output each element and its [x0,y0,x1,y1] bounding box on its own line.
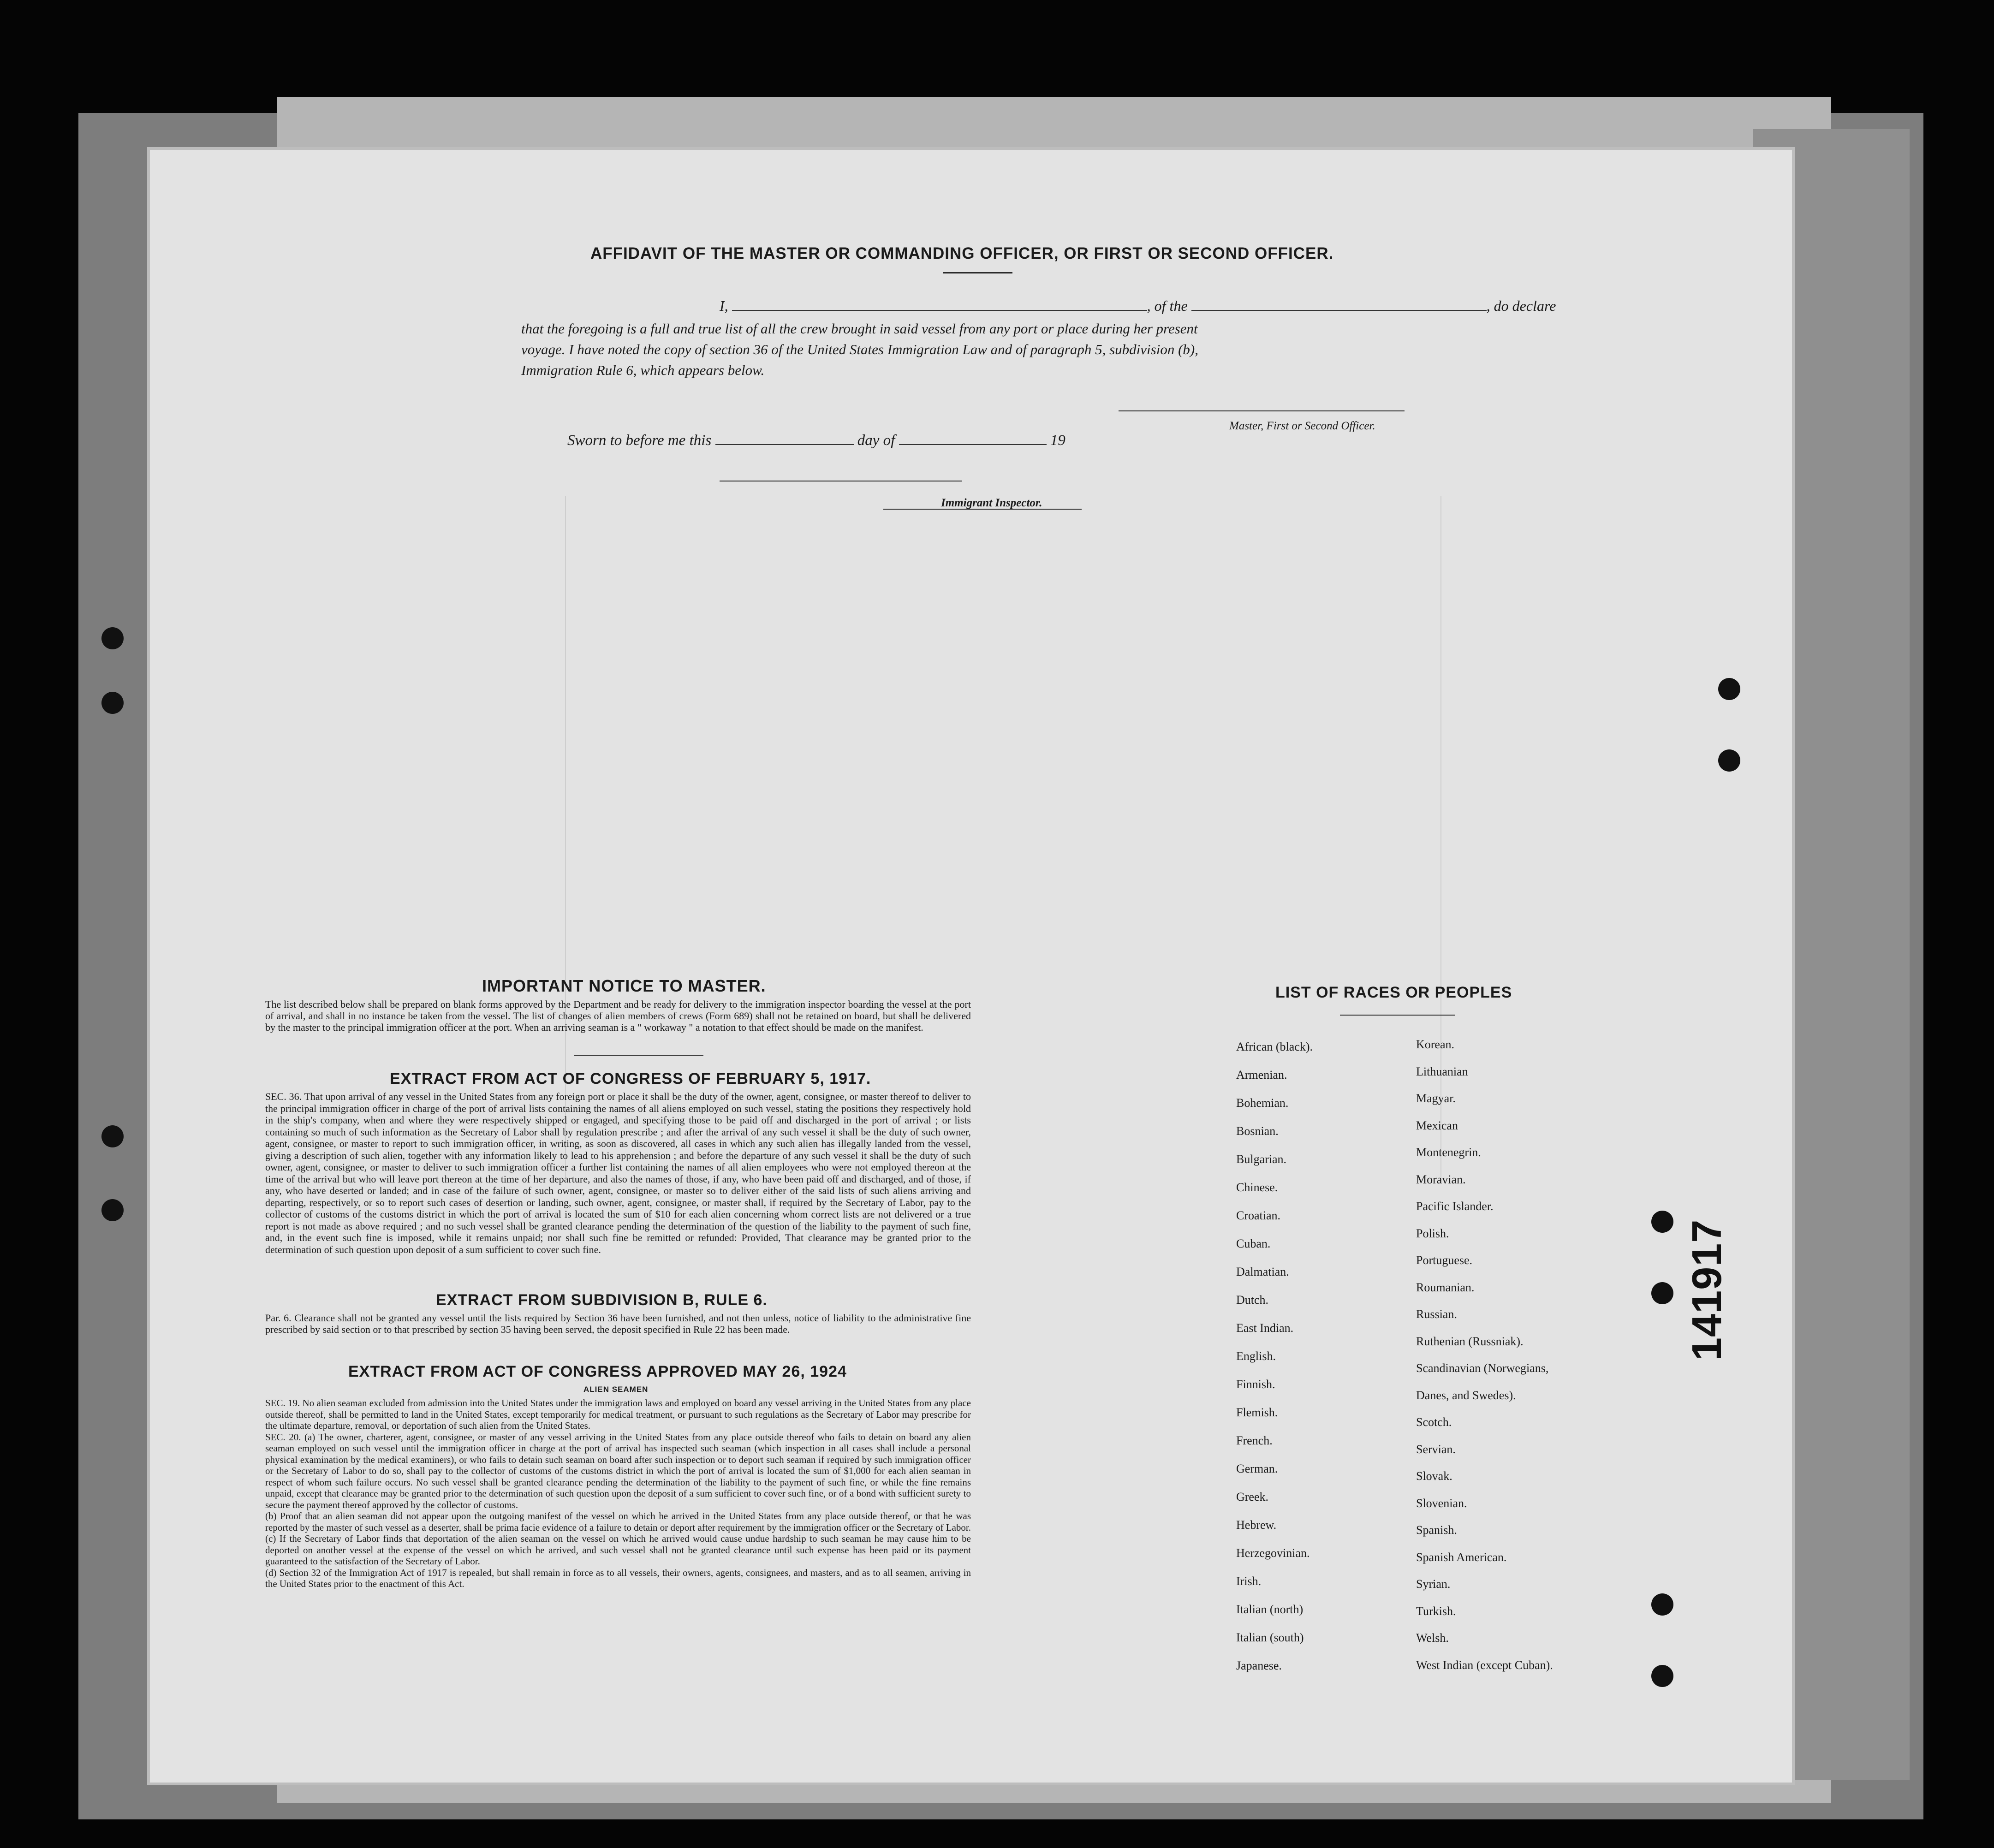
extract-1924-p3: (b) Proof that an alien seaman did not appear upon the outgoing manifest of the vessel on which he arrived in the United States from any place outside thereof, or that he was reported by the master of such vessel as a deserter, shall be prima facie evidence of a failure to detain or deport after requirement by the immigration officer or the Secretary of Labor. [265,1510,971,1533]
race-item: Mexican [1416,1118,1458,1132]
race-item: Bosnian. [1236,1124,1279,1138]
race-item: Magyar. [1416,1092,1456,1105]
affidavit-body-3: Immigration Rule 6, which appears below. [521,362,765,378]
vessel-blank[interactable] [1191,310,1487,311]
race-item: Scandinavian (Norwegians, [1416,1361,1549,1375]
master-signature-label: Master, First or Second Officer. [1229,420,1375,432]
notice-rule [574,1055,703,1056]
race-item: Flemish. [1236,1406,1278,1419]
sworn-label: Sworn to before me this [567,432,712,449]
race-item: Slovenian. [1416,1496,1467,1510]
races-title: LIST OF RACES OR PEOPLES [1275,984,1512,1001]
title-rule [943,272,1012,273]
race-item: Syrian. [1416,1577,1451,1591]
race-item: Japanese. [1236,1659,1282,1672]
race-item: Korean. [1416,1038,1455,1051]
race-item: Bohemian. [1236,1096,1289,1110]
rule6-text: Par. 6. Clearance shall not be granted any vessel until the lists required by Section 36 have been furnished, and not then unless, notice of liability to the administrative fine prescribed by said section or to that prescribed by section 35 having been served, the deposit specified in Rule 22 has been made. [265,1312,971,1335]
race-item: Polish. [1416,1226,1449,1240]
extract-1924-p5: (d) Section 32 of the Immigration Act of 1917 is repealed, but shall remain in force as to all vessels, their owners, agents, consignees, and masters, and as to all seamen, arriving in the United States prior to the enactment of this Act. [265,1567,971,1589]
race-item: Ruthenian (Russniak). [1416,1334,1524,1348]
race-item: Armenian. [1236,1068,1287,1081]
name-blank[interactable] [732,310,1147,311]
race-item: African (black). [1236,1040,1313,1053]
punch-hole [1651,1593,1673,1616]
race-item: Danes, and Swedes). [1416,1388,1516,1402]
race-item: English. [1236,1349,1276,1363]
race-item: Moravian. [1416,1172,1466,1186]
race-item: Croatian. [1236,1209,1281,1222]
race-item: Dalmatian. [1236,1265,1289,1278]
punch-hole [1718,749,1740,772]
race-item: Italian (south) [1236,1631,1304,1644]
punch-hole [101,692,124,714]
punch-hole [1651,1282,1673,1304]
of-the-label: , of the [1147,297,1188,314]
race-item: Irish. [1236,1575,1262,1588]
race-item: Pacific Islander. [1416,1200,1494,1213]
notice-text: The list described below shall be prepared on blank forms approved by the Department and be ready for delivery to the immigration inspector boarding the vessel at the port of arrival, and shall in no instance be taken from the vessel. The list of changes of alien members of crews (Form 689) shall not be retained on board, but shall be delivered by the master to the principal immigration officer at the port. When an arriving seaman is a " workaway " a notation to that effect should be made on the manifest. [265,998,971,1033]
race-item: Servian. [1416,1442,1456,1456]
master-signature-line [1119,410,1405,411]
race-item: Spanish American. [1416,1550,1507,1564]
extract-1924-text [265,1397,971,1590]
extract-1924-p1: SEC. 19. No alien seaman excluded from admission into the United States under the immigration laws and employed on board any vessel arriving in the United States from any place outside thereof, shall be permitted to land in the United States, except temporarily for medical treatment, or pursuant to such regulations as the Secretary of Labor may prescribe for the ultimate departure, removal, or deportation of such alien from the United States. [265,1397,971,1431]
punch-hole [101,627,124,649]
race-item: German. [1236,1462,1278,1475]
race-item: Herzegovinian. [1236,1546,1310,1560]
extract-1917-text: SEC. 36. That upon arrival of any vessel in the United States from any foreign port or place it shall be the duty of the owner, agent, consignee, or master thereof to deliver to the principal immigration officer in charge of the port of arrival lists containing the names of all aliens employed on such vessel, stating the positions they respectively hold in the ship's company, when and where they were respectively shipped or engaged, and specifying those to be paid off and discharged in the port of arrival ; or lists containing so much of such information as the Secretary of Labor shall by regulation prescribe ; and after the arrival of any such vessel it shall be the duty of such owner, agent, consignee, or master to report to such immigration officer, in writing, as soon as discovered, all cases in which any such alien has illegally landed from the vessel, giving a description of such alien, together with any information likely to lead to his apprehension ; and before the departure of any such vessel it shall be the duty of such owner, agent, consignee, or master to deliver to such immigration officer a further list containing the names of all alien employees who were not employed thereon at the time of the arrival but who will leave port thereon at the time of her departure, and also the names of those, if any, who have been paid off and discharged, and of those, if any, who have deserted or landed; and in case of the failure of such owner, agent, consignee, or master so to deliver either of the said lists of such aliens arriving and departing, respectively, or so to report such cases of desertion or landing, such owner, agent, consignee, or master shall, if required by the Secretary of Labor, pay to the collector of customs of the customs district in which the port of arrival is located the sum of $10 for each alien concerning whom correct lists are not delivered or a true report is not made as above required ; and no such vessel shall be granted clearance pending the determination of the question of the liability to the payment of such fine, and, in the event such fine is imposed, while it remains unpaid; nor shall such fine be remitted or refunded: Provided, That clearance may be granted prior to the determination of such question upon deposit of a sum sufficient to cover such fine. [265,1091,971,1255]
race-item: Lithuanian [1416,1064,1468,1078]
day-of-label: day of [857,432,895,449]
stamp-number: 141917 [1684,1219,1730,1361]
affidavit-body-2: voyage. I have noted the copy of section 36 of the United States Immigration Law and of paragraph 5, subdivision (b), [521,341,1198,357]
race-item: Greek. [1236,1490,1269,1503]
declaration-line [720,297,1591,315]
affidavit-page [150,150,1792,1783]
extract-1917-title: EXTRACT FROM ACT OF CONGRESS OF FEBRUARY 5, 1917. [390,1070,871,1087]
race-item: Welsh. [1416,1631,1449,1645]
race-item: Bulgarian. [1236,1153,1287,1166]
punch-hole [1651,1665,1673,1687]
extract-1924-p4: (c) If the Secretary of Labor finds that deportation of the alien seaman on the vessel on which he arrived would cause undue hardship to such seaman he may cause him to be deported on another vessel at the expense of the vessel on which he arrived, and such vessel shall not be granted clearance until such expense has been paid or its payment guaranteed to the satisfaction of the Secretary of Labor. [265,1533,971,1567]
race-item: West Indian (except Cuban). [1416,1658,1553,1672]
race-item: Cuban. [1236,1237,1271,1250]
day-blank[interactable] [715,444,854,445]
sworn-line [567,432,1065,449]
race-item: Russian. [1416,1307,1457,1321]
race-item: Hebrew. [1236,1518,1277,1532]
inspector-label: Immigrant Inspector. [941,497,1042,509]
race-item: East Indian. [1236,1321,1294,1335]
i-label: I, [720,297,728,314]
race-item: Roumanian. [1416,1280,1475,1294]
affidavit-body-1: that the foregoing is a full and true list of all the crew brought in said vessel from any port or place during her present [521,321,1198,337]
affidavit-title: AFFIDAVIT OF THE MASTER OR COMMANDING OFFICER, OR FIRST OR SECOND OFFICER. [590,244,1334,262]
extract-1924-p2: SEC. 20. (a) The owner, charterer, agent, consignee, or master of any vessel arriving in the United States from any place outside thereof who fails to detain on board any alien seaman employed on such vessel until the immigration officer in charge at the port of arrival has inspected such seaman (which inspection in all cases shall include a personal physical examination by the medical examiners), or who fails to detain such seaman on board after such inspection or to deport such seaman if required by such immigration officer or the Secretary of Labor to do so, shall pay to the collector of customs of the customs district in which the port of arrival is located the sum of $1,000 for each alien seaman in respect of whom such failure occurs. No such vessel shall be granted clearance pending the determination of the liability to the payment of such fine, or while the fine remains unpaid, except that clearance may be granted prior to the determination of such question upon the deposit of a sum sufficient to cover such fine, or of a bond with sufficient surety to secure the payment thereof approved by the collector of customs. [265,1431,971,1510]
extract-1924-title: EXTRACT FROM ACT OF CONGRESS APPROVED MAY 26, 1924 [348,1363,847,1380]
race-item: Spanish. [1416,1523,1457,1537]
alien-seamen-subtitle: ALIEN SEAMEN [583,1385,649,1394]
race-item: Dutch. [1236,1293,1269,1307]
race-item: Finnish. [1236,1378,1275,1391]
punch-hole [101,1199,124,1221]
year-label: 19 [1050,432,1065,449]
punch-hole [101,1125,124,1147]
do-declare-label: , do declare [1486,297,1556,314]
month-blank[interactable] [899,444,1047,445]
race-item: Chinese. [1236,1181,1278,1194]
race-item: Turkish. [1416,1604,1456,1618]
punch-hole [1651,1211,1673,1233]
punch-hole [1718,678,1740,700]
notice-title: IMPORTANT NOTICE TO MASTER. [482,976,766,995]
race-item: Italian (north) [1236,1603,1304,1616]
race-item: Montenegrin. [1416,1146,1481,1159]
race-item: Scotch. [1416,1415,1452,1429]
race-item: French. [1236,1434,1273,1447]
rule6-title: EXTRACT FROM SUBDIVISION B, RULE 6. [436,1291,768,1309]
races-rule [1340,1015,1455,1016]
race-item: Slovak. [1416,1469,1452,1483]
race-item: Portuguese. [1416,1254,1473,1267]
